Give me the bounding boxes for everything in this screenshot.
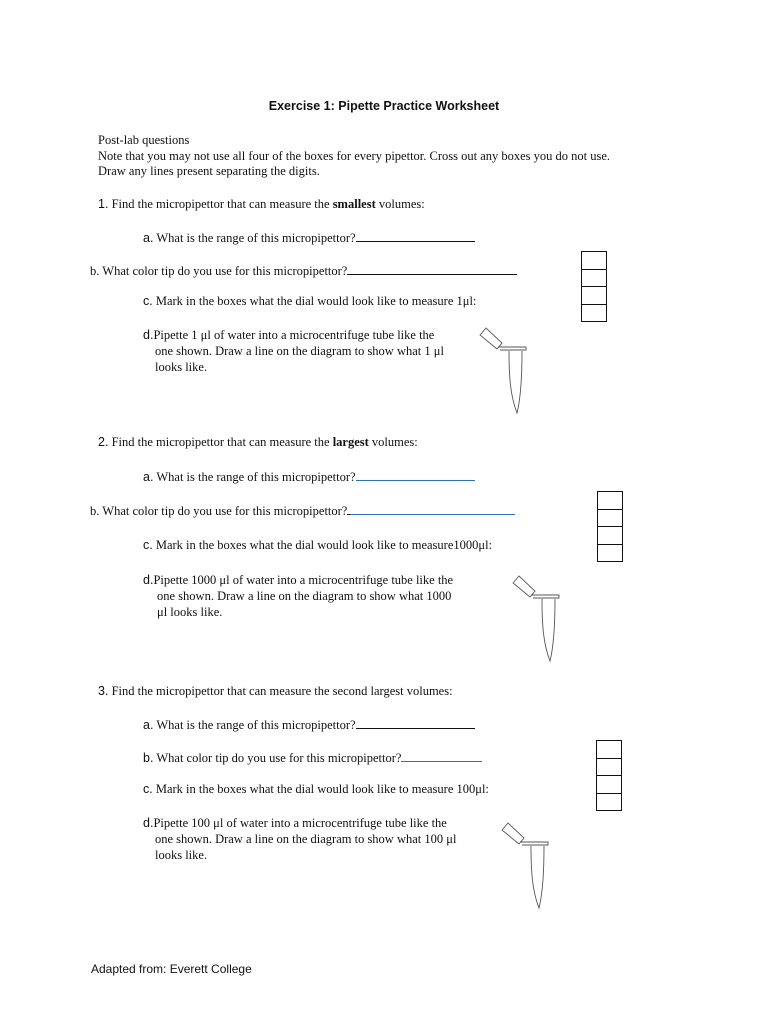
- dial-box[interactable]: [582, 270, 606, 288]
- intro-line-1: Post-lab questions: [98, 133, 190, 147]
- microcentrifuge-tube-icon[interactable]: [509, 573, 565, 665]
- q2-a: a. What is the range of this micropipettor?: [143, 469, 475, 485]
- q1-d: d.Pipette 1 μl of water into a microcentrifuge tube like the one shown. Draw a line on the diagram to show what 1 μl looks like.: [143, 328, 444, 374]
- q1-b: b. What color tip do you use for this micropipettor?: [90, 263, 517, 279]
- q3-b: b. What color tip do you use for this micropipettor?: [143, 750, 482, 766]
- page-title: Exercise 1: Pipette Practice Worksheet: [268, 99, 500, 113]
- dial-box[interactable]: [598, 510, 622, 528]
- intro-line-3: Draw any lines present separating the digits.: [98, 164, 320, 178]
- q2-d: d.Pipette 1000 μl of water into a microcentrifuge tube like the one shown. Draw a line on the diagram to show what 1000 μl looks like.: [143, 573, 454, 619]
- dial-box[interactable]: [597, 759, 621, 777]
- dial-box[interactable]: [582, 252, 606, 270]
- q3-dial-boxes[interactable]: [596, 740, 622, 811]
- dial-box[interactable]: [597, 776, 621, 794]
- q1-b-answer-line[interactable]: [347, 263, 517, 275]
- q2-b: b. What color tip do you use for this micropipettor?: [90, 503, 515, 519]
- dial-box[interactable]: [598, 527, 622, 545]
- q1-dial-boxes[interactable]: [581, 251, 607, 322]
- dial-box[interactable]: [597, 794, 621, 811]
- footer-attribution: Adapted from: Everett College: [91, 962, 252, 976]
- dial-box[interactable]: [597, 741, 621, 759]
- q1-c: c. Mark in the boxes what the dial would look like to measure 1μl:: [143, 294, 477, 308]
- q3-d: d.Pipette 100 μl of water into a microcentrifuge tube like the one shown. Draw a line on the diagram to show what 100 μl looks like.: [143, 816, 457, 862]
- q3-a-answer-line[interactable]: [356, 717, 475, 729]
- q3-c: c. Mark in the boxes what the dial would look like to measure 100μl:: [143, 782, 489, 796]
- dial-box[interactable]: [582, 305, 606, 322]
- q3-a: a. What is the range of this micropipettor?: [143, 717, 475, 733]
- q3-heading: 3. Find the micropipettor that can measure the second largest volumes:: [98, 684, 453, 698]
- q2-heading: 2. Find the micropipettor that can measure the largest volumes:: [98, 435, 418, 449]
- intro-line-2: Note that you may not use all four of the boxes for every pipettor. Cross out any boxes you do not use.: [98, 148, 611, 163]
- q2-c: c. Mark in the boxes what the dial would look like to measure1000μl:: [143, 538, 493, 552]
- dial-box[interactable]: [598, 492, 622, 510]
- q1-a-answer-line[interactable]: [356, 230, 475, 242]
- q3-b-answer-line[interactable]: [401, 750, 482, 762]
- q2-a-answer-line[interactable]: [356, 469, 475, 481]
- microcentrifuge-tube-icon[interactable]: [498, 820, 554, 912]
- q1-a: a. What is the range of this micropipettor?: [143, 230, 475, 246]
- dial-box[interactable]: [598, 545, 622, 562]
- dial-box[interactable]: [582, 287, 606, 305]
- intro-text: [98, 133, 610, 180]
- q2-b-answer-line[interactable]: [350, 503, 515, 515]
- q2-dial-boxes[interactable]: [597, 491, 623, 562]
- microcentrifuge-tube-icon[interactable]: [476, 325, 532, 417]
- q1-heading: 1. Find the micropipettor that can measure the smallest volumes:: [98, 197, 425, 211]
